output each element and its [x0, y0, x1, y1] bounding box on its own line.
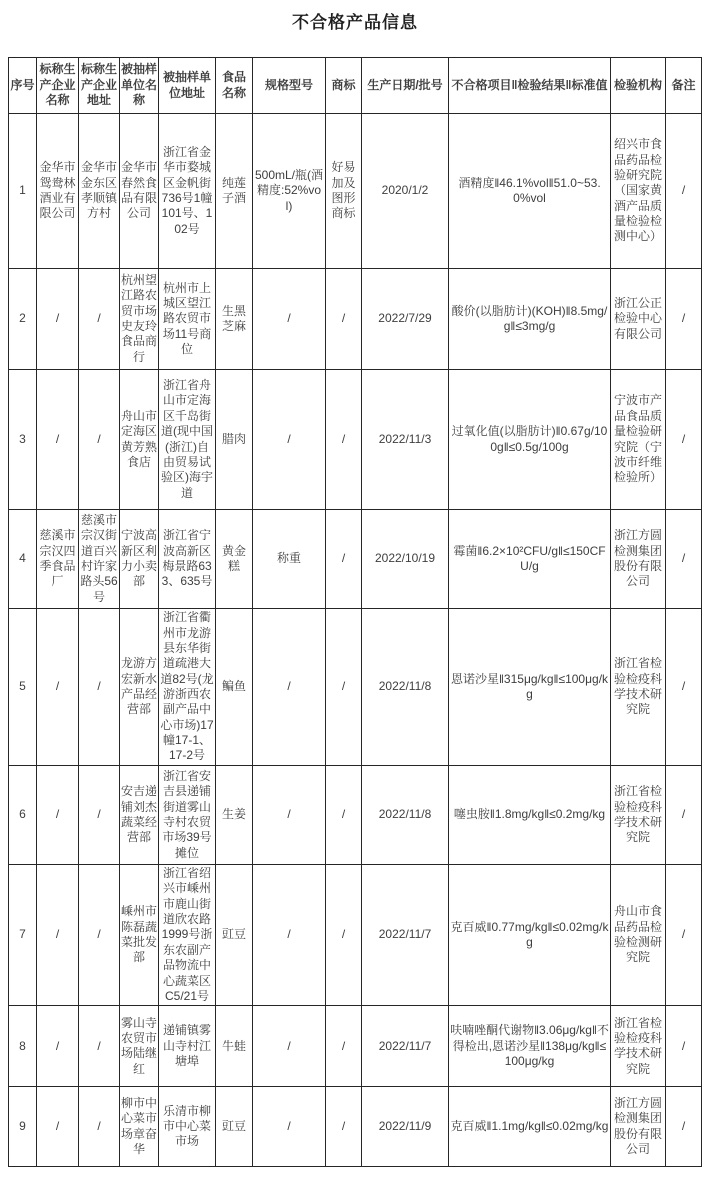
- table-cell: 浙江省检验检疫科学技术研究院: [611, 766, 666, 865]
- table-cell: /: [79, 370, 120, 510]
- table-cell: 柳市中心菜市场章奋华: [120, 1087, 159, 1167]
- table-cell: 宁波市产品食品质量检验研究院（宁波市纤维检验所）: [611, 370, 666, 510]
- table-cell: 浙江省衢州市龙游县东华街道疏港大道82号(龙游浙西农副产品中心市场)17幢17-1、17-2号: [159, 609, 216, 766]
- table-cell: 克百威‖1.1mg/kg‖≤0.02mg/kg: [449, 1087, 611, 1167]
- table-cell: 7: [9, 865, 37, 1006]
- table-cell: 鳊鱼: [216, 609, 253, 766]
- table-cell: 2: [9, 269, 37, 370]
- table-cell: 浙江省绍兴市嵊州市鹿山街道欣农路1999号浙东农副产品物流中心蔬菜区C5/21号: [159, 865, 216, 1006]
- table-cell: 2022/7/29: [362, 269, 449, 370]
- table-cell: 2022/11/8: [362, 609, 449, 766]
- table-cell: /: [326, 269, 362, 370]
- table-cell: /: [37, 370, 79, 510]
- table-cell: /: [253, 766, 326, 865]
- table-cell: 浙江省检验检疫科学技术研究院: [611, 609, 666, 766]
- column-header: 生产日期/批号: [362, 58, 449, 114]
- table-cell: 浙江方圆检测集团股份有限公司: [611, 510, 666, 609]
- table-cell: /: [79, 609, 120, 766]
- table-row: [9, 269, 702, 370]
- table-cell: /: [79, 865, 120, 1006]
- column-header: 检验机构: [611, 58, 666, 114]
- table-cell: /: [326, 370, 362, 510]
- table-cell: /: [253, 1087, 326, 1167]
- table-body: [9, 114, 702, 1167]
- table-cell: 舟山市食品药品检验检测研究院: [611, 865, 666, 1006]
- table-cell: 宁波高新区利力小卖部: [120, 510, 159, 609]
- table-cell: 2022/10/19: [362, 510, 449, 609]
- table-cell: 浙江省安吉县递铺街道雾山寺村农贸市场39号摊位: [159, 766, 216, 865]
- table-row: [9, 1006, 702, 1087]
- table-cell: /: [37, 766, 79, 865]
- column-header: 被抽样单位名称: [120, 58, 159, 114]
- table-cell: 恩诺沙星‖315μg/kg‖≤100μg/kg: [449, 609, 611, 766]
- table-cell: 5: [9, 609, 37, 766]
- table-cell: 慈溪市宗汉街道百兴村许家路头56号: [79, 510, 120, 609]
- table-row: [9, 865, 702, 1006]
- table-cell: 2020/1/2: [362, 114, 449, 269]
- column-header: 规格型号: [253, 58, 326, 114]
- column-header: 商标: [326, 58, 362, 114]
- table-cell: 噻虫胺‖1.8mg/kg‖≤0.2mg/kg: [449, 766, 611, 865]
- table-cell: /: [666, 269, 702, 370]
- table-cell: /: [37, 609, 79, 766]
- table-cell: 舟山市定海区黄芳熟食店: [120, 370, 159, 510]
- table-cell: 浙江省舟山市定海区千岛街道(现中国(浙江)自由贸易试验区)海宇道: [159, 370, 216, 510]
- table-cell: 2022/11/7: [362, 1006, 449, 1087]
- column-header: 标称生产企业地址: [79, 58, 120, 114]
- table-cell: 1: [9, 114, 37, 269]
- table-cell: 腊肉: [216, 370, 253, 510]
- table-cell: 金华市鸳鸯林酒业有限公司: [37, 114, 79, 269]
- table-cell: 8: [9, 1006, 37, 1087]
- table-cell: 嵊州市陈磊蔬菜批发部: [120, 865, 159, 1006]
- table-cell: /: [79, 1087, 120, 1167]
- table-cell: 龙游方宏新水产品经营部: [120, 609, 159, 766]
- table-row: [9, 114, 702, 269]
- table-cell: /: [326, 766, 362, 865]
- table-cell: 杭州市上城区望江路农贸市场11号商位: [159, 269, 216, 370]
- table-cell: /: [666, 114, 702, 269]
- table-cell: 2022/11/7: [362, 865, 449, 1006]
- table-cell: /: [666, 1006, 702, 1087]
- table-cell: 杭州望江路农贸市场史友玲食品商行: [120, 269, 159, 370]
- table-cell: 4: [9, 510, 37, 609]
- table-cell: /: [666, 370, 702, 510]
- table-cell: 浙江方圆检测集团股份有限公司: [611, 1087, 666, 1167]
- column-header: 标称生产企业名称: [37, 58, 79, 114]
- table-row: [9, 510, 702, 609]
- table-cell: /: [79, 766, 120, 865]
- table-cell: 黄金糕: [216, 510, 253, 609]
- table-cell: 浙江省检验检疫科学技术研究院: [611, 1006, 666, 1087]
- table-row: [9, 609, 702, 766]
- table-cell: 克百威‖0.77mg/kg‖≤0.02mg/kg: [449, 865, 611, 1006]
- table-cell: 称重: [253, 510, 326, 609]
- table-cell: /: [666, 510, 702, 609]
- table-cell: 慈溪市宗汉四季食品厂: [37, 510, 79, 609]
- table-cell: 纯莲子酒: [216, 114, 253, 269]
- table-cell: /: [666, 865, 702, 1006]
- column-header: 被抽样单位地址: [159, 58, 216, 114]
- table-cell: 递铺镇雾山寺村江塘埠: [159, 1006, 216, 1087]
- table-cell: 浙江省宁波高新区梅景路633、635号: [159, 510, 216, 609]
- table-cell: 6: [9, 766, 37, 865]
- column-header: 不合格项目‖检验结果‖标准值: [449, 58, 611, 114]
- table-cell: 生姜: [216, 766, 253, 865]
- table-row: [9, 766, 702, 865]
- column-header: 序号: [9, 58, 37, 114]
- table-cell: /: [37, 1006, 79, 1087]
- table-cell: 呋喃唑酮代谢物‖3.06μg/kg‖不得检出,恩诺沙星‖138μg/kg‖≤100μg/kg: [449, 1006, 611, 1087]
- table-cell: 安吉递铺刘杰蔬菜经营部: [120, 766, 159, 865]
- table-cell: 500mL/瓶(酒精度:52%vol): [253, 114, 326, 269]
- table-cell: 酒精度‖46.1%vol‖51.0~53.0%vol: [449, 114, 611, 269]
- page-title: 不合格产品信息: [292, 13, 418, 32]
- table-cell: /: [79, 1006, 120, 1087]
- table-cell: 乐清市柳市中心菜市场: [159, 1087, 216, 1167]
- table-cell: 9: [9, 1087, 37, 1167]
- table-cell: 金华市金东区孝顺镇方村: [79, 114, 120, 269]
- table-cell: /: [253, 370, 326, 510]
- table-cell: 绍兴市食品药品检验研究院（国家黄酒产品质量检验检测中心）: [611, 114, 666, 269]
- table-row: [9, 1087, 702, 1167]
- table-cell: /: [253, 1006, 326, 1087]
- column-header: 食品名称: [216, 58, 253, 114]
- table-cell: /: [326, 510, 362, 609]
- table-cell: /: [37, 1087, 79, 1167]
- table-cell: 3: [9, 370, 37, 510]
- table-cell: /: [37, 269, 79, 370]
- table-cell: /: [326, 1087, 362, 1167]
- table-cell: 雾山寺农贸市场陆继红: [120, 1006, 159, 1087]
- table-cell: /: [79, 269, 120, 370]
- unqualified-products-table: [8, 57, 702, 1167]
- table-cell: 霉菌‖6.2×10²CFU/g‖≤150CFU/g: [449, 510, 611, 609]
- table-cell: /: [666, 766, 702, 865]
- table-cell: /: [666, 1087, 702, 1167]
- table-cell: /: [326, 609, 362, 766]
- table-cell: 2022/11/3: [362, 370, 449, 510]
- table-row: [9, 370, 702, 510]
- table-cell: 生黑芝麻: [216, 269, 253, 370]
- column-header: 备注: [666, 58, 702, 114]
- table-cell: 2022/11/9: [362, 1087, 449, 1167]
- table-cell: /: [666, 609, 702, 766]
- table-cell: 浙江公正检验中心有限公司: [611, 269, 666, 370]
- table-header-row: [9, 58, 702, 114]
- table-cell: 金华市春然食品有限公司: [120, 114, 159, 269]
- table-cell: /: [253, 865, 326, 1006]
- table-cell: 豇豆: [216, 865, 253, 1006]
- table-cell: 2022/11/8: [362, 766, 449, 865]
- table-cell: 过氧化值(以脂肪计)‖0.67g/100g‖≤0.5g/100g: [449, 370, 611, 510]
- table-cell: 浙江省金华市婺城区金帆街736号1幢101号、102号: [159, 114, 216, 269]
- table-cell: /: [326, 865, 362, 1006]
- table-cell: 酸价(以脂肪计)(KOH)‖8.5mg/g‖≤3mg/g: [449, 269, 611, 370]
- table-cell: /: [253, 609, 326, 766]
- table-cell: 豇豆: [216, 1087, 253, 1167]
- table-cell: /: [253, 269, 326, 370]
- table-cell: 牛蛙: [216, 1006, 253, 1087]
- table-cell: /: [37, 865, 79, 1006]
- table-cell: 好易加及图形商标: [326, 114, 362, 269]
- table-cell: /: [326, 1006, 362, 1087]
